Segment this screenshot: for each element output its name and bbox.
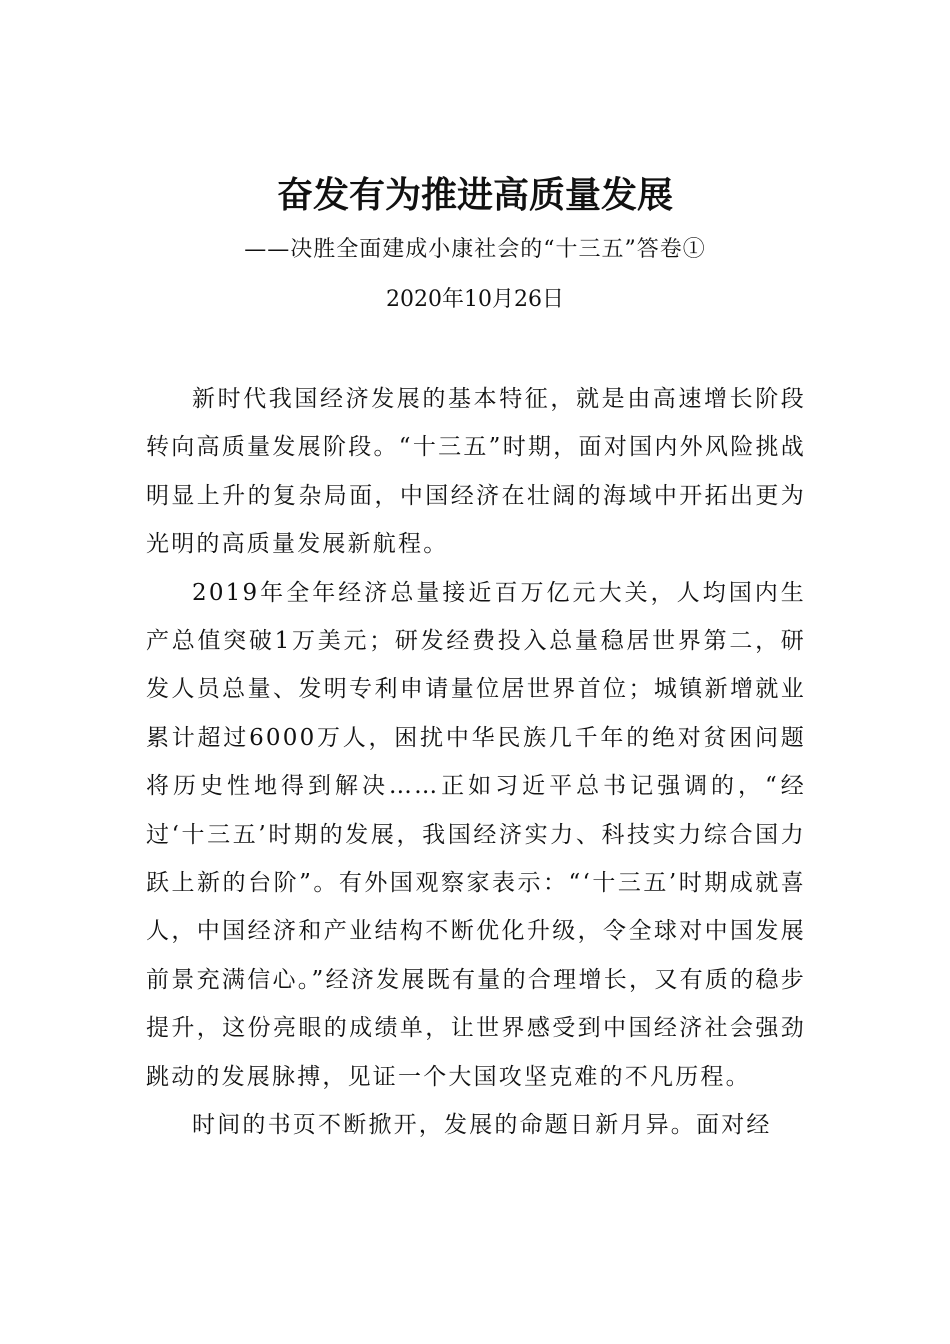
paragraph-3: 时间的书页不断掀开，发展的命题日新月异。面对经 (192, 1112, 772, 1139)
article-body (146, 375, 806, 1150)
document-subtitle: ——决胜全面建成小康社会的“十三五”答卷① (244, 237, 706, 262)
paragraph-1: 新时代我国经济发展的基本特征，就是由高速增长阶段转向高质量发展阶段。“十三五”时期，面对国内外风险挑战明显上升的复杂局面，中国经济在壮阔的海域中开拓出更为光明的高质量发展新航程。 (146, 386, 806, 558)
paragraph-2: 2019年全年经济总量接近百万亿元大关，人均国内生产总值突破1万美元；研发经费投入总量稳居世界第二，研发人员总量、发明专利申请量位居世界首位；城镇新增就业累计超过6000万人，困扰中华民族几千年的绝对贫困问题将历史性地得到解决……正如习近平总书记强调的，“经过‘十三五’时期的发展，我国经济实力、科技实力综合国力跃上新的台阶”。有外国观察家表示：“‘十三五’时期成就喜人，中国经济和产业结构不断优化升级，令全球对中国发展前景充满信心。”经济发展既有量的合理增长，又有质的稳步提升，这份亮眼的成绩单，让世界感受到中国经济社会强劲跳动的发展脉搏，见证一个大国攻坚克难的不凡历程。 (146, 579, 806, 1090)
document-title: 奋发有为推进高质量发展 (276, 174, 673, 216)
document-date: 2020年10月26日 (386, 287, 564, 312)
